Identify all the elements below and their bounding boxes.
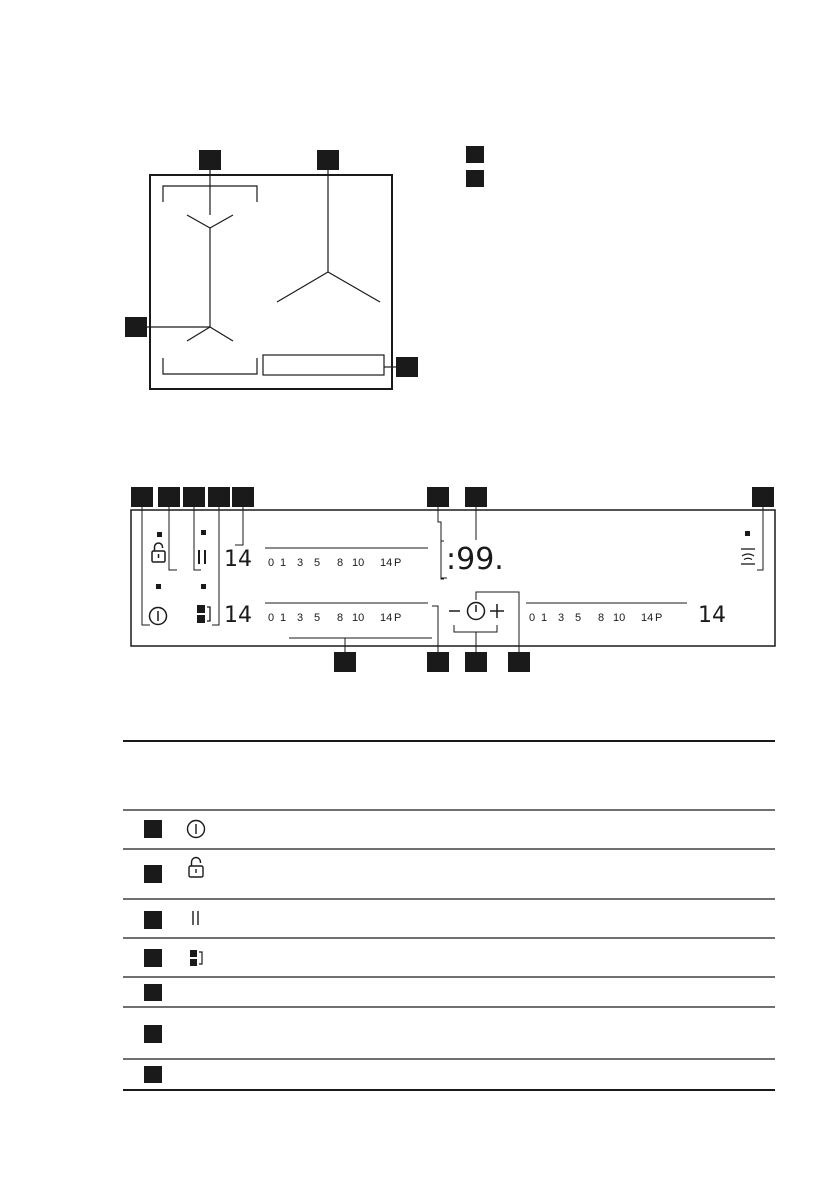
power-level-display-right: 14 bbox=[698, 603, 726, 628]
scale-label: 8 bbox=[598, 612, 605, 624]
timer-bracket bbox=[441, 541, 444, 579]
left-zone-front-crosshair bbox=[187, 215, 233, 238]
right-zone-crosshair bbox=[277, 215, 380, 302]
callout-marker bbox=[508, 652, 530, 672]
control-panel-area bbox=[263, 355, 384, 375]
control-bar-bottom-left-labels bbox=[268, 612, 401, 624]
scale-label: 1 bbox=[280, 557, 287, 569]
callout-marker bbox=[465, 652, 487, 672]
callout-marker bbox=[232, 487, 254, 507]
scale-label: P bbox=[394, 612, 402, 624]
callout-marker bbox=[125, 317, 147, 337]
scale-label: P bbox=[394, 557, 402, 569]
power-icon[interactable] bbox=[150, 608, 167, 625]
row-marker bbox=[144, 865, 162, 883]
cooking-surface-diagram bbox=[141, 166, 396, 389]
indicator-dot bbox=[201, 584, 206, 589]
row-marker bbox=[144, 949, 162, 967]
panel-bottom-callouts bbox=[334, 652, 530, 672]
callout-marker bbox=[334, 652, 356, 672]
power-level-display-top: 14 bbox=[224, 547, 252, 572]
legend-markers bbox=[466, 146, 484, 187]
timer-display: :99. bbox=[446, 542, 504, 577]
scale-label: 10 bbox=[613, 612, 626, 624]
hob2hood-icon[interactable] bbox=[741, 549, 755, 564]
diagram-callout-markers bbox=[125, 150, 418, 377]
legend-marker bbox=[466, 170, 484, 187]
scale-label: 0 bbox=[268, 612, 275, 624]
callout-marker bbox=[752, 487, 774, 507]
bridge-icon[interactable] bbox=[197, 605, 210, 623]
callout-marker bbox=[427, 652, 449, 672]
row-marker bbox=[144, 1025, 162, 1043]
scale-label: 3 bbox=[297, 557, 304, 569]
callout-marker bbox=[158, 487, 180, 507]
scale-label: 5 bbox=[314, 557, 321, 569]
bridge-icon bbox=[190, 950, 202, 966]
scale-label: 1 bbox=[541, 612, 548, 624]
scale-label: 8 bbox=[337, 612, 344, 624]
row-marker bbox=[144, 820, 162, 838]
scale-label: 5 bbox=[314, 612, 321, 624]
scale-label: 8 bbox=[337, 557, 344, 569]
row-marker bbox=[144, 1066, 162, 1083]
callout-marker bbox=[183, 487, 205, 507]
lock-icon[interactable] bbox=[152, 543, 165, 562]
callout-marker bbox=[396, 357, 418, 377]
scale-label: 3 bbox=[297, 612, 304, 624]
legend-marker bbox=[466, 146, 484, 163]
scale-label: 14 bbox=[380, 557, 393, 569]
callout-marker bbox=[427, 487, 449, 507]
control-panel-diagram bbox=[131, 487, 775, 672]
legend-table bbox=[123, 741, 775, 1090]
power-level-display-bottom: 14 bbox=[224, 603, 252, 628]
timer-clock-icon[interactable] bbox=[468, 603, 485, 620]
hob-outline bbox=[150, 175, 392, 389]
row-marker bbox=[144, 984, 162, 1001]
scale-label: 0 bbox=[529, 612, 536, 624]
timer-plus-button[interactable] bbox=[490, 604, 504, 618]
callout-marker bbox=[199, 150, 221, 170]
callout-marker bbox=[208, 487, 230, 507]
scale-label: 3 bbox=[558, 612, 565, 624]
control-bar-bottom-right-labels bbox=[529, 612, 662, 624]
scale-label: 14 bbox=[641, 612, 654, 624]
row-marker bbox=[144, 911, 162, 929]
table-row-markers bbox=[144, 820, 162, 1083]
scale-label: P bbox=[655, 612, 663, 624]
lock-icon bbox=[189, 858, 203, 878]
left-zone-bottom-bracket bbox=[163, 358, 257, 374]
panel-top-callouts bbox=[131, 487, 774, 507]
indicator-dot bbox=[157, 532, 162, 537]
indicator-dot bbox=[201, 530, 206, 535]
power-icon bbox=[188, 821, 205, 838]
scale-label: 14 bbox=[380, 612, 393, 624]
scale-label: 0 bbox=[268, 557, 275, 569]
pause-icon bbox=[193, 911, 198, 925]
callout-marker bbox=[131, 487, 153, 507]
control-bar-top-labels bbox=[268, 557, 401, 569]
panel-leader-lines bbox=[142, 507, 763, 652]
indicator-dot bbox=[745, 531, 750, 536]
pause-icon[interactable] bbox=[199, 550, 205, 564]
scale-label: 10 bbox=[352, 612, 365, 624]
scale-label: 5 bbox=[575, 612, 582, 624]
scale-label: 1 bbox=[280, 612, 287, 624]
callout-marker bbox=[317, 150, 339, 170]
scale-label: 10 bbox=[352, 557, 365, 569]
callout-marker bbox=[465, 487, 487, 507]
indicator-dot bbox=[156, 584, 161, 589]
